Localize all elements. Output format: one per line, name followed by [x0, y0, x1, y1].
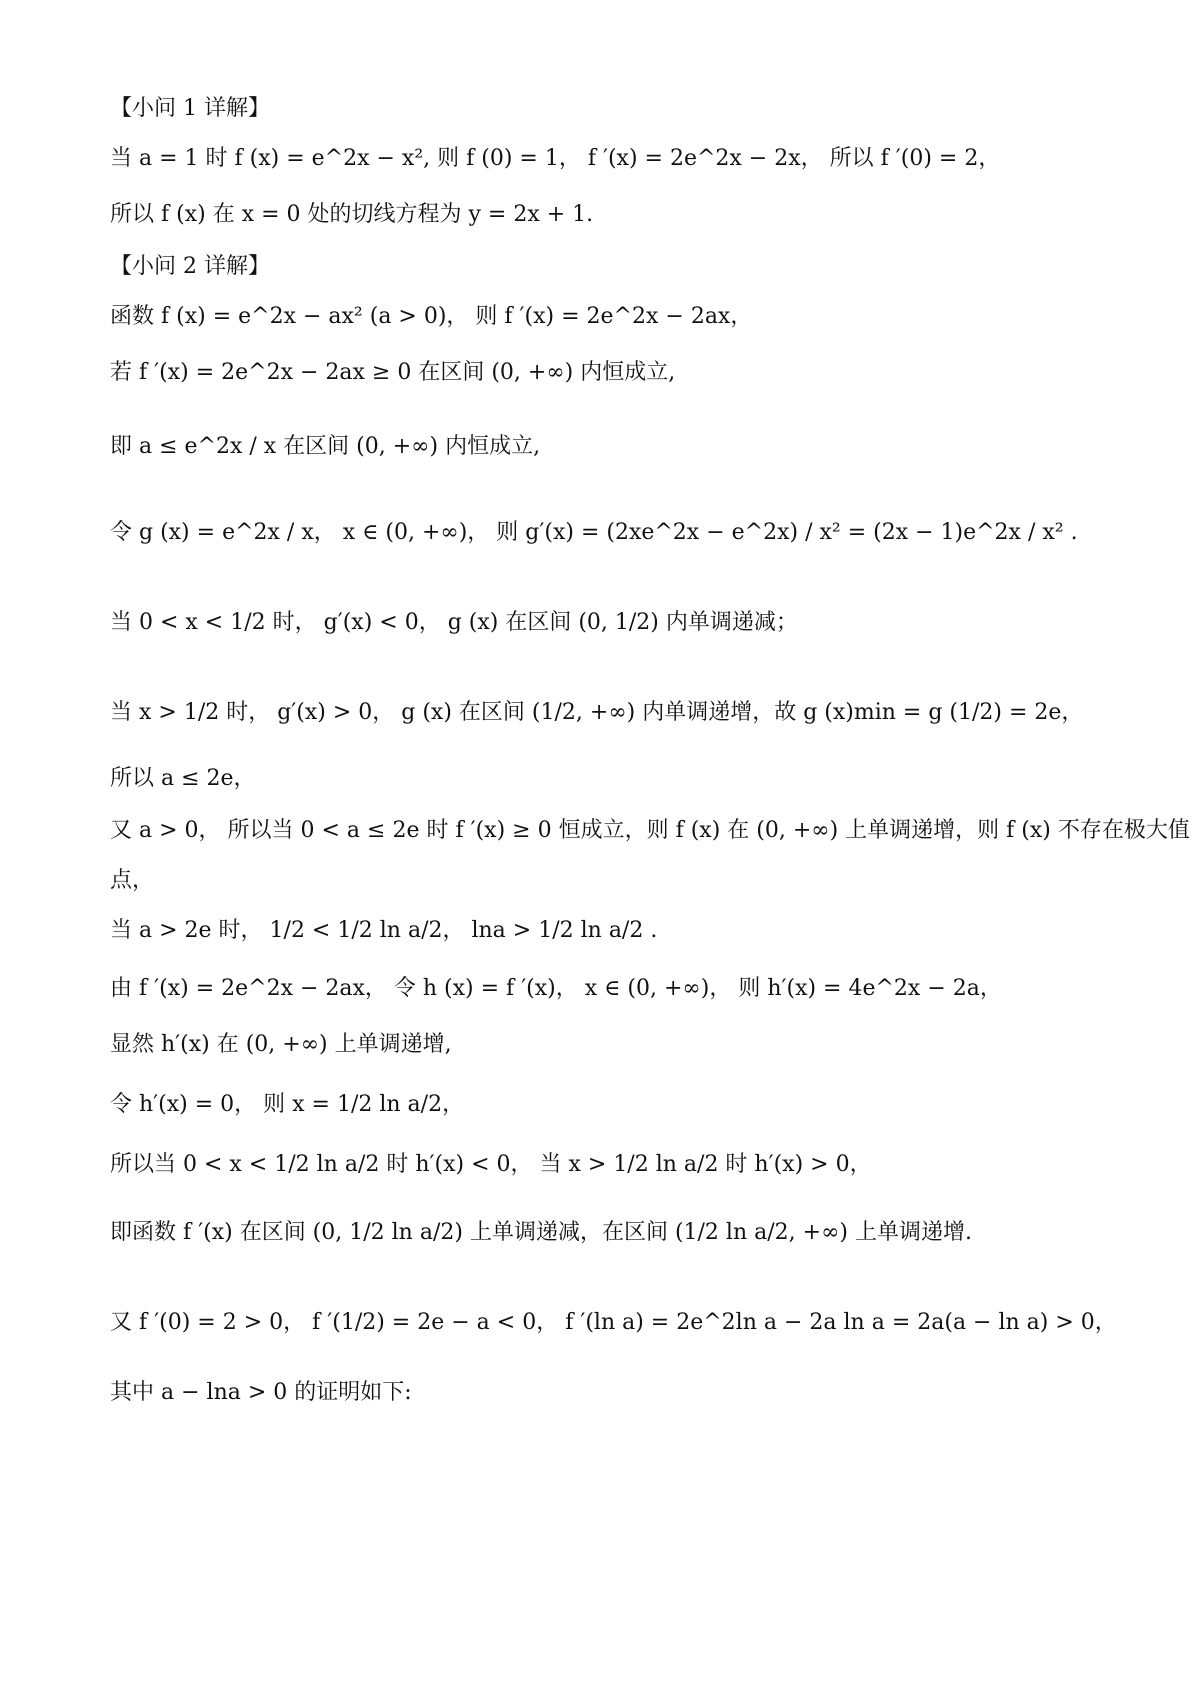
text-line: 所以当 0 < x < 1/2 ln a/2 时 h′(x) < 0， 当 x > 1/2 ln a/2 时 h′(x) > 0， — [110, 1152, 872, 1177]
text-line: 点， — [110, 868, 155, 893]
text-line: 所以 f (x) 在 x = 0 处的切线方程为 y = 2x + 1. — [110, 202, 594, 227]
text-line: 又 a > 0， 所以当 0 < a ≤ 2e 时 f ′(x) ≥ 0 恒成立，则 f (x) 在 (0, +∞) 上单调递增，则 f (x) 不存在极大值 — [110, 818, 1190, 843]
text-line: 函数 f (x) = e^2x − ax² (a > 0)， 则 f ′(x) = 2e^2x − 2ax， — [110, 304, 753, 329]
text-line: 当 a > 2e 时， 1/2 < 1/2 ln a/2， lna > 1/2 ln a/2 . — [110, 918, 658, 943]
text-line: 当 a = 1 时 f (x) = e^2x − x², 则 f (0) = 1， f ′(x) = 2e^2x − 2x， 所以 f ′(0) = 2， — [110, 146, 1001, 171]
text-line: 由 f ′(x) = 2e^2x − 2ax， 令 h (x) = f ′(x)， x ∈ (0, +∞)， 则 h′(x) = 4e^2x − 2a， — [110, 976, 1002, 1001]
section-heading-2: 【小问 2 详解】 — [110, 254, 270, 279]
text-line: 又 f ′(0) = 2 > 0， f ′(1/2) = 2e − a < 0， f ′(ln a) = 2e^2ln a − 2a ln a = 2a(a − ln a) > 0， — [110, 1310, 1117, 1335]
text-line: 所以 a ≤ 2e， — [110, 766, 256, 791]
text-line: 当 0 < x < 1/2 时， g′(x) < 0， g (x) 在区间 (0, 1/2) 内单调递减； — [110, 610, 798, 635]
text-line: 显然 h′(x) 在 (0, +∞) 上单调递增, — [110, 1032, 452, 1057]
text-line: 即函数 f ′(x) 在区间 (0, 1/2 ln a/2) 上单调递减，在区间 (1/2 ln a/2, +∞) 上单调递增. — [110, 1220, 972, 1245]
text-line: 若 f ′(x) = 2e^2x − 2ax ≥ 0 在区间 (0, +∞) 内恒成立, — [110, 360, 676, 385]
section-heading-1: 【小问 1 详解】 — [110, 96, 270, 121]
text-line: 即 a ≤ e^2x / x 在区间 (0, +∞) 内恒成立, — [110, 434, 541, 459]
text-line: 令 g (x) = e^2x / x， x ∈ (0, +∞)， 则 g′(x) = (2xe^2x − e^2x) / x² = (2x − 1)e^2x / x² . — [110, 520, 1078, 545]
text-line: 令 h′(x) = 0， 则 x = 1/2 ln a/2， — [110, 1092, 465, 1117]
text-line: 其中 a − lna > 0 的证明如下: — [110, 1380, 412, 1405]
text-line: 当 x > 1/2 时， g′(x) > 0， g (x) 在区间 (1/2, +∞) 内单调递增，故 g (x)min = g (1/2) = 2e， — [110, 700, 1084, 725]
